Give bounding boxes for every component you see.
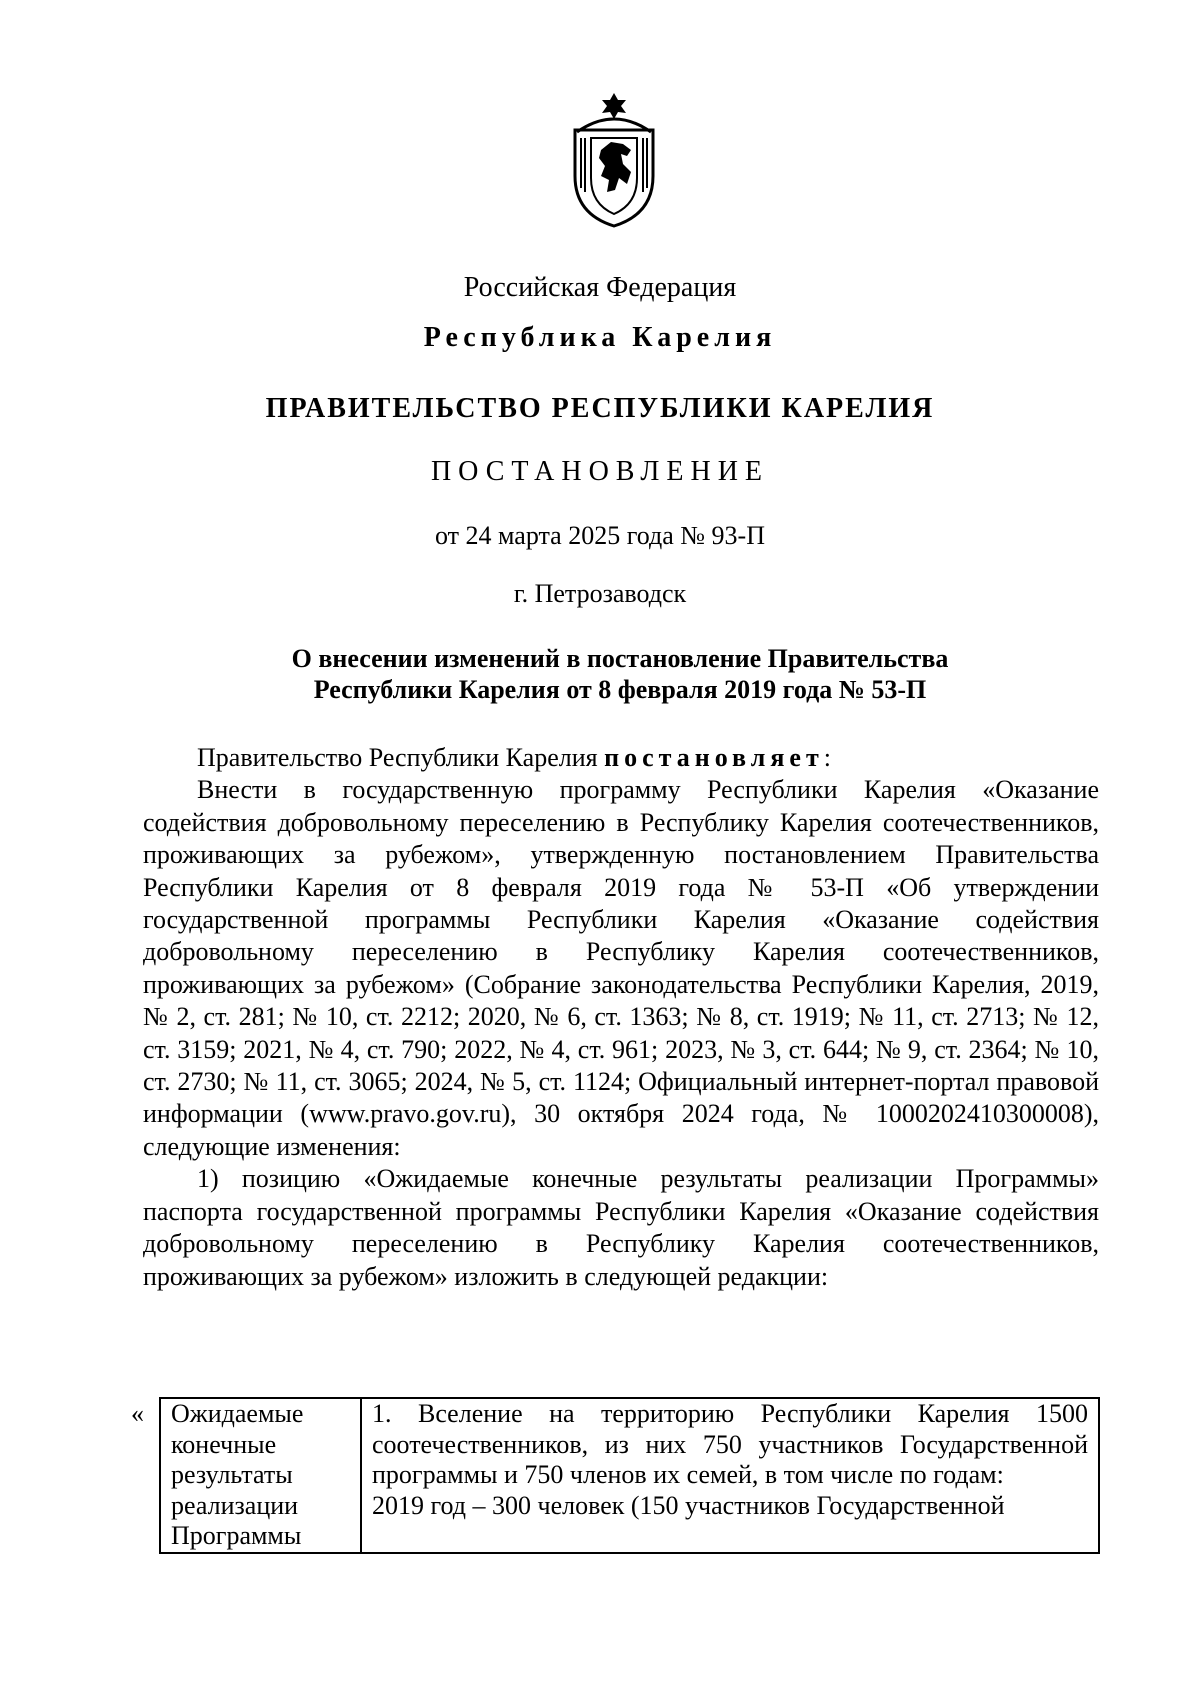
label-line: реализации xyxy=(171,1490,299,1520)
label-line: результаты xyxy=(171,1460,293,1490)
table-label-cell xyxy=(160,1398,361,1553)
document-type: ПОСТАНОВЛЕНИЕ xyxy=(430,456,770,487)
resolution-paragraph xyxy=(143,742,1099,774)
document-date-number: от 24 марта 2025 года № 93-П xyxy=(435,521,765,550)
country-name: Российская Федерация xyxy=(463,272,737,303)
bear-figure xyxy=(599,142,631,192)
star-icon xyxy=(602,93,626,119)
label-line: Программы xyxy=(171,1521,302,1551)
table-open-quote: « xyxy=(131,1399,144,1428)
label-line: Ожидаемые xyxy=(171,1399,304,1428)
label-line: конечные xyxy=(171,1429,277,1459)
document-subject xyxy=(140,643,1100,705)
resolution-verb: постановляет xyxy=(604,743,824,772)
karelia-coat-of-arms-emblem xyxy=(571,92,657,228)
item-1-paragraph: 1) позицию «Ожидаемые конечные результаты реализации Программы» паспорта государственной программы Республики Карелия «Оказание содействия добровольному переселению в Республику Карелия соотечественников, проживающих за рубежом» изложить в следующей редакции: xyxy=(143,1164,1099,1291)
table-content-cell xyxy=(361,1398,1099,1553)
table-row xyxy=(160,1398,1099,1553)
government-title: ПРАВИТЕЛЬСТВО РЕСПУБЛИКИ КАРЕЛИЯ xyxy=(265,393,935,424)
republic-name: Республика Карелия xyxy=(423,322,777,353)
document-body xyxy=(143,742,1099,1293)
subject-line-1: О внесении изменений в постановление Правительства xyxy=(291,644,949,673)
document-city: г. Петрозаводск xyxy=(513,579,687,608)
amendment-paragraph: Внести в государственную программу Республики Карелия «Оказание содействия добровольному переселению в Республику Карелия соотечественников, проживающих за рубежом», утвержденную постановлением Правительства Республики Карелия от 8 февраля 2019 года № 53-П «Об утверждении государственной программы Республики Карелия «Оказание содействия добровольному переселению в Республику Карелия соотечественников, проживающих за рубежом» (Собрание законодательства Республики Карелия, 2019, № 2, ст. 281; № 10, ст. 2212; 2020, № 6, ст. 1363; № 8, ст. 1919; № 11, ст. 2713; № 12, ст. 3159; 2021, № 4, ст. 790; 2022, № 4, ст. 961; 2023, № 3, ст. 644; № 9, ст. 2364; № 10, ст. 2730; № 11, ст. 3065; 2024, № 5, ст. 1124; Официальный интернет-портал правовой информации (www.pravo.gov.ru), 30 октября 2024 года, № 1000202410300008), следующие изменения: xyxy=(143,775,1099,1161)
content-paragraph-2: 2019 год – 300 человек (150 участников Государственной xyxy=(372,1490,1005,1520)
content-paragraph-1: 1. Вселение на территорию Республики Карелия 1500 соотечественников, из них 750 участников Государственной программы и 750 членов их семей, в том числе по годам: xyxy=(372,1399,1088,1490)
resolution-lead: Правительство Республики Карелия xyxy=(197,743,605,772)
subject-line-2: Республики Карелия от 8 февраля 2019 года № 53-П xyxy=(313,675,927,704)
passport-table xyxy=(159,1397,1100,1554)
resolution-colon: : xyxy=(823,743,831,772)
